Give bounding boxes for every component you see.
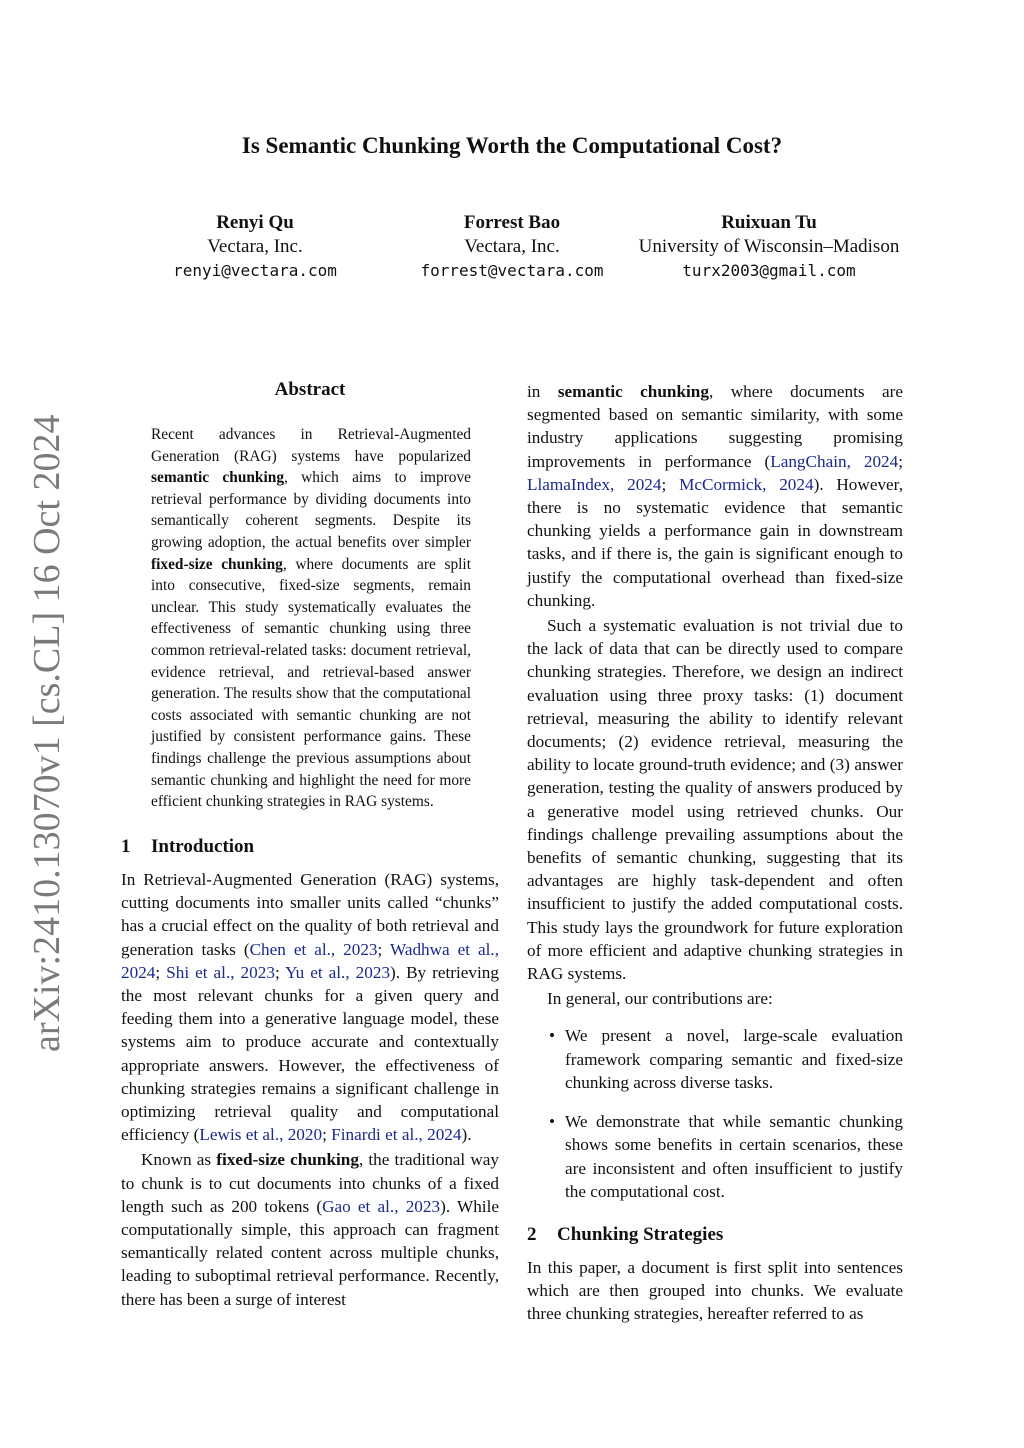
intro-paragraph-4: Such a systematic evaluation is not trivial due to the lack of data that can be directly used to compare chunking strategies. Therefore, we design an indirect evaluation using three proxy tasks: (1) document retrieval, measuring the ability to identify relevant documents; (2) evidence retrieval, measuring the ability to locate ground-truth evidence; and (3) answer generation, testing the quality of answers produced by a generative model using retrieved chunks. Our findings challenge prevailing assumptions about the benefits of semantic chunking, suggesting that its advantages are highly task-dependent and often insufficient to justify the added computational costs. This study lays the groundwork for future exploration of more efficient and adaptive chunking strategies in RAG systems. [527,616,903,984]
citation-link[interactable]: Finardi et al., 2024 [331,1125,462,1145]
author-name: Renyi Qu [216,212,294,233]
citation-link[interactable]: Lewis et al., 2020 [199,1125,323,1145]
citation-link[interactable]: McCormick, 2024 [679,474,814,494]
author-name: Forrest Bao [463,212,561,233]
list-item: • We present a novel, large-scale evaluation framework comparing semantic and fixed-size chunking across diverse tasks. [549,1026,903,1092]
paper-title: Is Semantic Chunking Worth the Computational Cost? [241,133,783,158]
author-email: turx2003@gmail.com [682,261,856,280]
citation-link[interactable]: Shi et al., 2023 [166,962,275,982]
citation-link[interactable]: Chen et al., 2023 [249,939,378,959]
intro-paragraph-1: In Retrieval-Augmented Generation (RAG) systems, cutting documents into smaller units called “chunks” has a crucial effect on the quality of both retrieval and generation tasks (Chen et al., 2023; Wadhwa et al., 2024; Shi et al., 2023; Yu et al., 2023). By retrieving the most relevant chunks for a given query and feeding them into a generative language model, these systems aim to produce accurate and contextually appropriate answers. However, the effectiveness of chunking strategies remains a significant challenge in optimizing retrieval quality and computational efficiency (Lewis et al., 2020; Finardi et al., 2024). [121,870,500,1145]
right-column [527,380,903,1326]
author-email: renyi@vectara.com [173,261,337,280]
arxiv-identifier: arXiv:2410.13070v1 [cs.CL] 16 Oct 2024 [26,414,68,1052]
citation-link[interactable]: Gao et al., 2023 [322,1196,441,1216]
citation-link[interactable]: Yu et al., 2023 [285,962,391,982]
left-column [121,835,499,1311]
contributions-intro: In general, our contributions are: [547,989,773,1009]
author-affiliation: University of Wisconsin–Madison [638,236,900,257]
abstract-body: Recent advances in Retrieval-Augmented Generation (RAG) systems have popularized semantic chunking, which aims to improve retrieval performance by dividing documents into semantically coherent segments. Despite its growing adoption, the actual benefits over simpler fixed-size chunking, where documents are split into consecutive, fixed-size segments, remain unclear. This study systematically evaluates the effectiveness of semantic chunking using three common retrieval-related tasks: document retrieval, evidence retrieval, and retrieval-based answer generation. The results show that the computational costs associated with semantic chunking are not justified by consistent performance gains. These findings challenge the previous assumptions about semantic chunking and highlight the need for more efficient chunking strategies in RAG systems. [151,426,471,811]
author-2 [402,211,622,283]
section-heading-chunking-strategies: 2 Chunking Strategies [527,1223,724,1245]
citation-link[interactable]: LangChain, 2024 [770,451,899,471]
author-3 [619,211,919,283]
author-email: forrest@vectara.com [420,261,604,280]
intro-paragraph-3: in semantic chunking, where documents are segmented based on semantic similarity, with some industry applications suggesting promising improvements in performance (LangChain, 2024; LlamaIndex, 2024; McCormick, 2024). However, there is no systematic evidence that semantic chunking yields a performance gain in downstream tasks, and if there is, the gain is significant enough to justify the computational overhead than fixed-size chunking. [527,382,904,610]
citation-link[interactable]: LlamaIndex, 2024 [527,474,662,494]
author-affiliation: Vectara, Inc. [464,236,560,257]
list-item: • We demonstrate that while semantic chunking shows some benefits in certain scenarios, these are inconsistent and often insufficient to justify the computational cost. [549,1112,903,1201]
author-affiliation: Vectara, Inc. [207,236,303,257]
intro-paragraph-2: Known as fixed-size chunking, the traditional way to chunk is to cut documents into chunks of a fixed length such as 200 tokens (Gao et al., 2023). While computationally simple, this approach can fragment semantically related content across multiple chunks, leading to suboptimal retrieval performance. Recently, there has been a surge of interest [121,1150,499,1309]
citation-link[interactable]: Wadhwa et al., 2024 [121,939,500,982]
author-name: Ruixuan Tu [721,212,817,233]
section-heading-introduction: 1 Introduction [121,836,255,857]
section-2-paragraph: In this paper, a document is first split into sentences which are then grouped into chunks. We evaluate three chunking strategies, hereafter referred to as [527,1257,903,1324]
abstract-heading: Abstract [274,379,346,400]
author-1 [155,211,355,283]
contributions-list [527,1024,903,1202]
